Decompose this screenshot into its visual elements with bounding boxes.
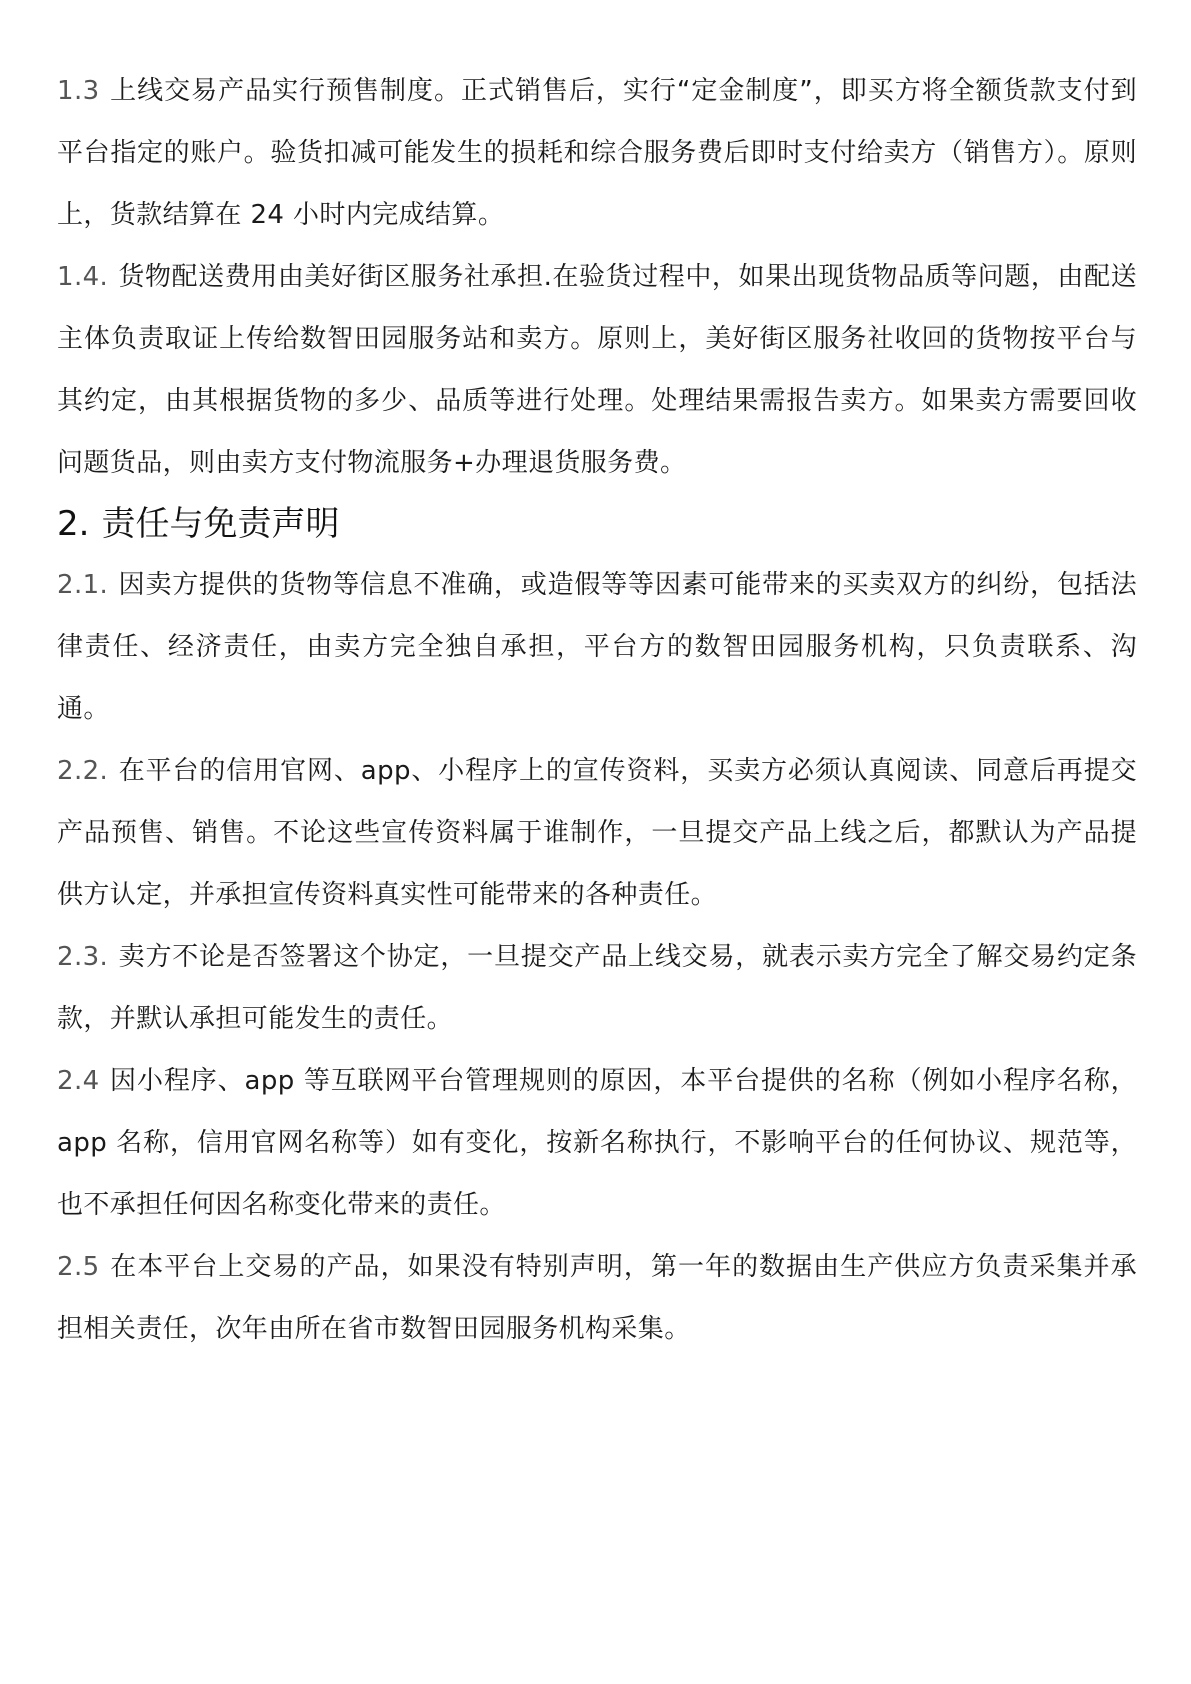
clause-text: 因小程序、app 等互联网平台管理规则的原因，本平台提供的名称（例如小程序名称，app 名称，信用官网名称等）如有变化，按新名称执行，不影响平台的任何协议、规范等，也不承担任何因名称变化带来的责任。 <box>57 1066 1137 1220</box>
clause-2-3 <box>57 926 1137 1050</box>
clause-number: 2.2. <box>57 756 109 786</box>
clause-2-1 <box>57 554 1137 740</box>
clause-number: 1.3 <box>57 76 100 106</box>
clause-number: 2.4 <box>57 1066 100 1096</box>
clause-text: 因卖方提供的货物等信息不准确，或造假等等因素可能带来的买卖双方的纠纷，包括法律责任、经济责任，由卖方完全独自承担，平台方的数智田园服务机构，只负责联系、沟通。 <box>57 570 1137 724</box>
clause-number: 1.4. <box>57 262 109 292</box>
clause-number: 2.3. <box>57 942 109 972</box>
section-title: 责任与免责声明 <box>101 504 340 544</box>
clause-text: 上线交易产品实行预售制度。正式销售后，实行“定金制度”，即买方将全额货款支付到平台指定的账户。验货扣减可能发生的损耗和综合服务费后即时支付给卖方（销售方）。原则上，货款结算在 24 小时内完成结算。 <box>57 76 1137 230</box>
clause-text: 在本平台上交易的产品，如果没有特别声明，第一年的数据由生产供应方负责采集并承担相关责任，次年由所在省市数智田园服务机构采集。 <box>57 1252 1137 1344</box>
clause-text: 在平台的信用官网、app、小程序上的宣传资料，买卖方必须认真阅读、同意后再提交产品预售、销售。不论这些宣传资料属于谁制作，一旦提交产品上线之后，都默认为产品提供方认定，并承担宣传资料真实性可能带来的各种责任。 <box>57 756 1137 910</box>
clause-2-4 <box>57 1050 1137 1236</box>
clause-text: 货物配送费用由美好街区服务社承担.在验货过程中，如果出现货物品质等问题，由配送主体负责取证上传给数智田园服务站和卖方。原则上，美好街区服务社收回的货物按平台与其约定，由其根据货物的多少、品质等进行处理。处理结果需报告卖方。如果卖方需要回收问题货品，则由卖方支付物流服务+办理退货服务费。 <box>57 262 1137 478</box>
section-heading <box>57 494 1137 554</box>
clause-text: 卖方不论是否签署这个协定，一旦提交产品上线交易，就表示卖方完全了解交易约定条款，并默认承担可能发生的责任。 <box>57 942 1137 1034</box>
clause-1-4 <box>57 246 1137 494</box>
clause-2-2 <box>57 740 1137 926</box>
clause-number: 2.1. <box>57 570 109 600</box>
section-number: 2. <box>57 504 90 544</box>
clause-1-3 <box>57 60 1137 246</box>
clause-2-5 <box>57 1236 1137 1360</box>
document-page <box>57 60 1137 1360</box>
clause-number: 2.5 <box>57 1252 100 1282</box>
